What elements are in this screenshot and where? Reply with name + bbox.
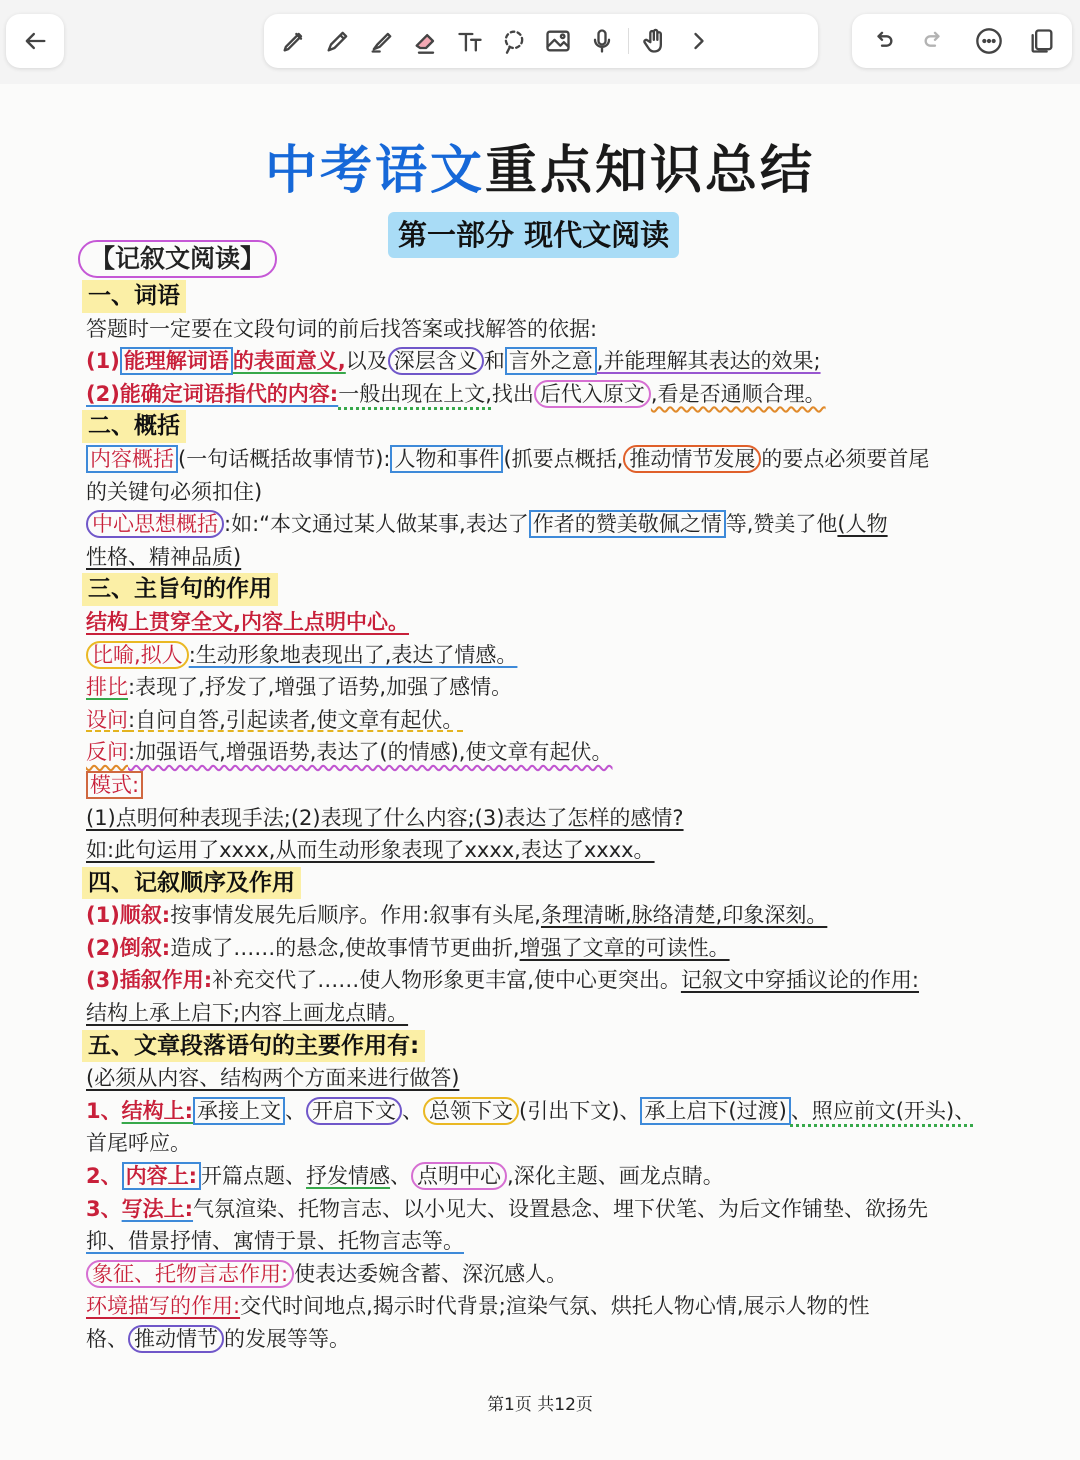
toolbar	[0, 0, 1080, 82]
line-8: 结构上贯穿全文,内容上点明中心。	[86, 609, 409, 634]
image-icon[interactable]	[536, 19, 580, 63]
line-4: 内容概括 (一句话概括故事情节): 人物和事件 (抓要点概括, 推动情节发展 的要点必须要首尾	[86, 443, 1036, 476]
text-tool-icon[interactable]	[448, 19, 492, 63]
line-22: 首尾呼应。	[86, 1131, 191, 1156]
action-pill	[852, 14, 1072, 68]
redo-icon[interactable]	[913, 19, 957, 63]
line-23: 2、 内容上: 开篇点题、抒发情感、 点明中心 ,深化主题、画龙点睛。	[86, 1164, 724, 1189]
line-20: (必须从内容、结构两个方面来进行做答)	[86, 1066, 460, 1091]
line-19: 结构上承上启下;内容上画龙点睛。	[86, 1001, 409, 1026]
back-arrow-icon[interactable]	[13, 19, 57, 63]
line-26: 象征、托物言志作用: 使表达委婉含蓄、深沉感人。	[86, 1258, 1036, 1291]
more-icon[interactable]	[967, 19, 1011, 63]
line-25: 抑、借景抒情、寓情于景、托物言志等。	[86, 1229, 464, 1254]
line-12: 反问:加强语气,增强语势,表达了(的情感),使文章有起伏。	[86, 740, 613, 765]
tool-palette	[264, 14, 818, 68]
hand-icon[interactable]	[633, 19, 677, 63]
line-27: 环境描写的作用:交代时间地点,揭示时代背景;渲染气氛、烘托人物心情,展示人物的性	[86, 1294, 870, 1319]
line-18: (3)插叙作用:补充交代了……使人物形象更丰富,使中心更突出。记叙文中穿插议论的作用:	[86, 968, 919, 993]
lasso-icon[interactable]	[492, 19, 536, 63]
line-5: 的关键句必须扣住)	[86, 479, 263, 504]
note-body	[86, 240, 1036, 1356]
heading-3: 三、主旨句的作用	[82, 573, 278, 606]
line-1: 答题时一定要在文段句词的前后找答案或找解答的依据:	[86, 316, 598, 341]
note-page[interactable]	[0, 84, 1080, 1460]
back-pill	[6, 14, 64, 68]
heading-4: 四、记叙顺序及作用	[82, 867, 301, 900]
line-7: 性格、精神品质)	[86, 544, 242, 569]
line-28: 格、 推动情节 的发展等等。	[86, 1327, 350, 1351]
line-13: 模式:	[86, 769, 1036, 802]
page-number: 第1页 共12页	[487, 1395, 593, 1415]
pencil-icon[interactable]	[316, 19, 360, 63]
line-16: (1)顺叙:按事情发展先后顺序。作用:叙事有头尾,条理清晰,脉络清楚,印象深刻。	[86, 903, 828, 928]
heading-1: 一、词语	[82, 280, 186, 313]
line-10: 排比:表现了,抒发了,增强了语势,加强了感情。	[86, 675, 513, 700]
line-2: (1) 能理解词语 的表面意义,以及 深层含义 和 言外之意 ,并能理解其表达的效果;	[86, 349, 821, 374]
line-24: 3、写法上:气氛渲染、托物言志、以小见大、设置悬念、埋下伏笔、为后文作铺垫、欲扬先	[86, 1196, 929, 1221]
heading-5: 五、文章段落语句的主要作用有:	[82, 1030, 425, 1063]
page-title	[0, 128, 1080, 203]
line-11: 设问:自问自答,引起读者,使文章有起伏。	[86, 707, 464, 732]
line-6: 中心思想概括 :如:“本文通过某人做某事,表达了 作者的赞美敬佩之情 等,赞美了他(人物	[86, 508, 1036, 541]
line-15: 如:此句运用了xxxx,从而生动形象表现了xxxx,表达了xxxx。	[86, 838, 655, 863]
undo-icon[interactable]	[860, 19, 904, 63]
pen-icon[interactable]	[272, 19, 316, 63]
heading-2: 二、概括	[82, 410, 186, 443]
line-3: (2)能确定词语指代的内容:一般出现在上文,找出 后代入原文 ,看是否通顺合理。	[86, 381, 826, 406]
pages-icon[interactable]	[1020, 19, 1064, 63]
chevron-right-icon[interactable]	[677, 19, 721, 63]
line-14: (1)点明何种表现手法;(2)表现了什么内容;(3)表达了怎样的感情?	[86, 805, 684, 830]
highlighter-icon[interactable]	[360, 19, 404, 63]
line-9: 比喻,拟人 :生动形象地表现出了,表达了情感。	[86, 639, 1036, 672]
toolbar-divider	[628, 28, 629, 54]
part-heading: 第一部分 现代文阅读	[388, 212, 679, 258]
microphone-icon[interactable]	[580, 19, 624, 63]
title-blue: 中考语文	[264, 141, 485, 201]
line-21: 1、结构上: 承接上文 、 开启下文 、 总领下文 (引出下文)、 承上启下(过渡) 、照应前文(开头)、	[86, 1098, 976, 1123]
line-17: (2)倒叙:造成了……的悬念,使故事情节更曲折,增强了文章的可读性。	[86, 935, 730, 960]
title-black: 重点知识总结	[485, 141, 816, 201]
eraser-icon[interactable]	[404, 19, 448, 63]
section-label: 【记叙文阅读】	[78, 240, 277, 278]
